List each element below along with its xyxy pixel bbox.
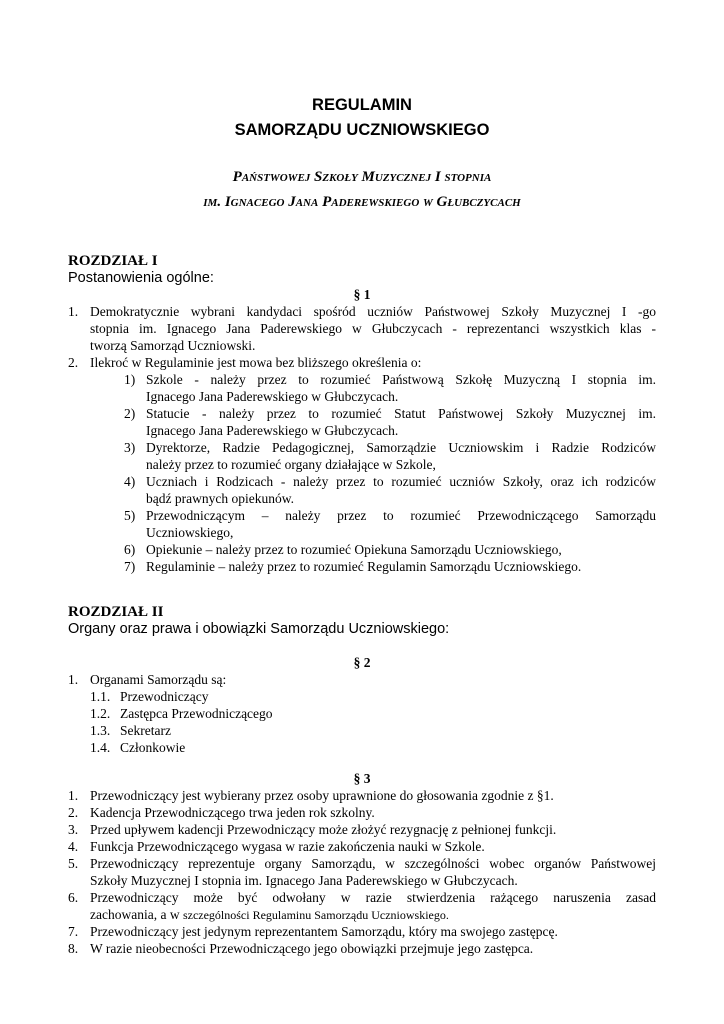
rule-number: 6. bbox=[68, 890, 79, 905]
rule-text: Przewodniczący jest jedynym reprezentantem Samorządu, który ma swojego zastępcę. bbox=[90, 924, 558, 939]
rule-text: Przewodniczący reprezentuje organy Samorządu, w szczególności wobec organów Państwowej bbox=[90, 856, 656, 871]
rule-text: W razie nieobecności Przewodniczącego jego obowiązki przejmuje jego zastępca. bbox=[90, 941, 534, 956]
organ-number: 1.2. bbox=[90, 706, 111, 721]
rule-text-part: zachowania, a w bbox=[90, 907, 183, 922]
definition-text: Regulaminie – należy przez to rozumieć Regulamin Samorządu Uczniowskiego. bbox=[146, 559, 582, 574]
document-title-line1: REGULAMIN bbox=[312, 96, 412, 114]
rule-number: 7. bbox=[68, 924, 79, 939]
chapter-1-heading: ROZDZIAŁ I bbox=[68, 253, 158, 269]
list-number: 2. bbox=[68, 355, 79, 370]
rule-text-part-small: szczególności Regulaminu Samorządu Uczniowskiego. bbox=[182, 908, 449, 922]
rule-number: 4. bbox=[68, 839, 79, 854]
definition-text: Uczniach i Rodzicach - należy przez to rozumieć uczniów Szkoły, oraz ich rodziców bbox=[146, 474, 656, 489]
rule-text: Kadencja Przewodniczącego trwa jeden rok szkolny. bbox=[90, 805, 375, 820]
rule-text bbox=[90, 906, 449, 924]
rule-text: Przewodniczący może być odwołany w razie stwierdzenia rażącego naruszenia zasad bbox=[90, 890, 656, 905]
rule-number: 2. bbox=[68, 805, 79, 820]
section-1-mark: § 1 bbox=[353, 287, 371, 302]
organ-number: 1.4. bbox=[90, 740, 111, 755]
definition-number: 1) bbox=[124, 372, 136, 387]
organ-label: Przewodniczący bbox=[120, 689, 209, 704]
section-2-mark: § 2 bbox=[353, 655, 371, 670]
definition-text: Ignacego Jana Paderewskiego w Głubczycach. bbox=[146, 389, 399, 404]
rule-text: Szkoły Muzycznej I stopnia im. Ignacego Jana Paderewskiego w Głubczycach. bbox=[90, 873, 518, 888]
definition-text: bądź prawnych opiekunów. bbox=[146, 491, 294, 506]
definition-number: 7) bbox=[124, 559, 136, 574]
rule-text: Przewodniczący jest wybierany przez osoby uprawnione do głosowania zgodnie z §1. bbox=[90, 788, 554, 803]
definition-number: 6) bbox=[124, 542, 136, 557]
organ-label: Członkowie bbox=[120, 740, 186, 755]
rule-number: 8. bbox=[68, 941, 79, 956]
list-number: 1. bbox=[68, 304, 79, 319]
chapter-2-heading: ROZDZIAŁ II bbox=[68, 604, 164, 620]
rule-text: Przed upływem kadencji Przewodniczący może złożyć rezygnację z pełnionej funkcji. bbox=[90, 822, 557, 837]
list-number: 1. bbox=[68, 672, 79, 687]
list-item-text: stopnia im. Ignacego Jana Paderewskiego w Głubczycach - reprezentanci wszystkich klas - bbox=[90, 321, 656, 336]
definition-number: 2) bbox=[124, 406, 136, 421]
rule-number: 5. bbox=[68, 856, 79, 871]
rule-number: 1. bbox=[68, 788, 79, 803]
definition-text: Uczniowskiego, bbox=[146, 525, 234, 540]
list-item-text: Demokratycznie wybrani kandydaci spośród uczniów Państwowej Szkoły Muzycznej I -go bbox=[90, 304, 656, 319]
definition-number: 3) bbox=[124, 440, 136, 455]
document-title-line2: SAMORZĄDU UCZNIOWSKIEGO bbox=[234, 121, 490, 139]
section-3-mark: § 3 bbox=[353, 771, 371, 786]
definition-text: Przewodniczącym – należy przez to rozumieć Przewodniczącego Samorządu bbox=[146, 508, 656, 523]
definition-text: Opiekunie – należy przez to rozumieć Opiekuna Samorządu Uczniowskiego, bbox=[146, 542, 562, 557]
definition-text: Szkole - należy przez to rozumieć Państwową Szkołę Muzyczną I stopnia im. bbox=[146, 372, 656, 387]
chapter-2-subheading: Organy oraz prawa i obowiązki Samorządu Uczniowskiego: bbox=[68, 621, 450, 637]
organ-label: Sekretarz bbox=[120, 723, 171, 738]
definition-text: Dyrektorze, Radzie Pedagogicznej, Samorządzie Uczniowskim i Radzie Rodziców bbox=[146, 440, 656, 455]
chapter-1-subheading: Postanowienia ogólne: bbox=[68, 270, 214, 286]
organ-number: 1.3. bbox=[90, 723, 111, 738]
definition-text: należy przez to rozumieć organy działające w Szkole, bbox=[146, 457, 436, 472]
organ-number: 1.1. bbox=[90, 689, 111, 704]
list-item-text: tworzą Samorząd Uczniowski. bbox=[90, 338, 256, 353]
organ-label: Zastępca Przewodniczącego bbox=[120, 706, 273, 721]
definition-number: 4) bbox=[124, 474, 136, 489]
list-item-text: Organami Samorządu są: bbox=[90, 672, 227, 687]
rule-text: Funkcja Przewodniczącego wygasa w razie zakończenia nauki w Szkole. bbox=[90, 839, 485, 854]
school-name: Państwowej Szkoły Muzycznej I stopnia bbox=[232, 169, 492, 185]
definition-text: Statucie - należy przez to rozumieć Statut Państwowej Szkoły Muzycznej im. bbox=[146, 406, 656, 421]
list-item-text: Ilekroć w Regulaminie jest mowa bez bliższego określenia o: bbox=[90, 355, 422, 370]
definition-text: Ignacego Jana Paderewskiego w Głubczycach. bbox=[146, 423, 399, 438]
definition-number: 5) bbox=[124, 508, 136, 523]
rule-number: 3. bbox=[68, 822, 79, 837]
school-patron: im. Ignacego Jana Paderewskiego w Głubczycach bbox=[203, 194, 521, 210]
